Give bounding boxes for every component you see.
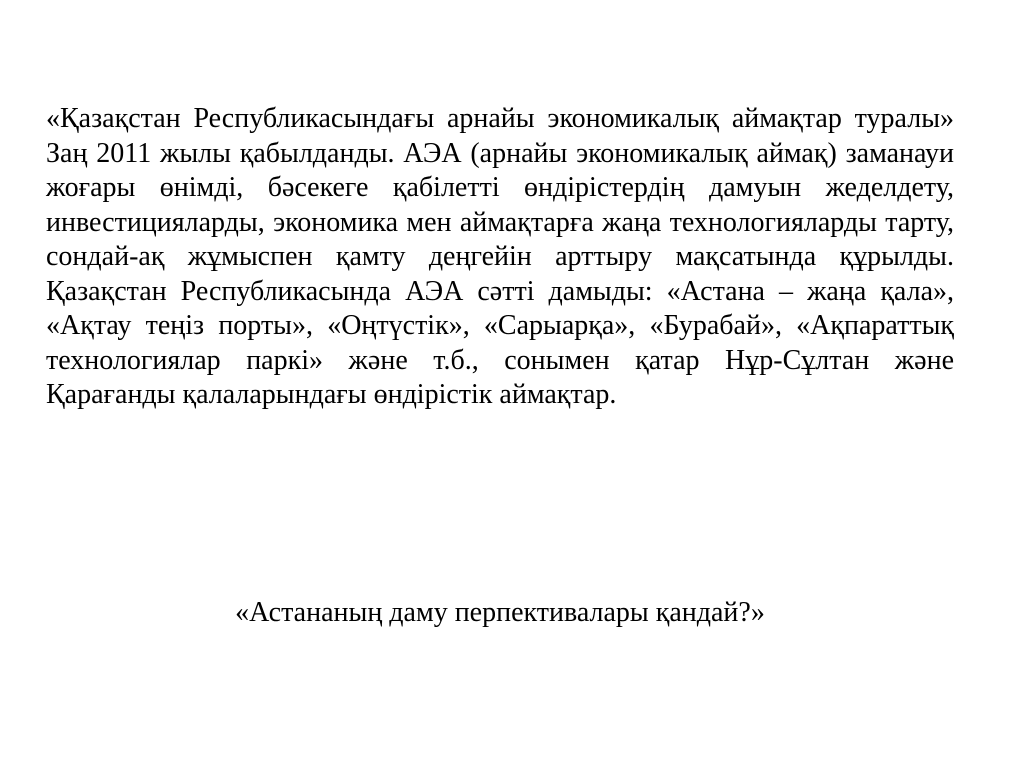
body-paragraph: «Қазақстан Республикасындағы арнайы экономикалық аймақтар туралы» Заң 2011 жылы қабылданды. АЭА (арнайы экономикалық аймақ) заманауи жоғары өнімді, бәсекеге қабілетті өндірістердің дамуын жеделдету, инвестицияларды, экономика мен аймақтарға жаңа технологияларды тарту, сондай-ақ жұмыспен қамту деңгейін арттыру мақсатында құрылды. Қазақстан Республикасында АЭА сәтті дамыды: «Астана – жаңа қала», «Ақтау теңіз порты», «Оңтүстік», «Сарыарқа», «Бурабай», «Ақпараттық технологиялар паркі» және т.б., сонымен қатар Нұр-Сұлтан және Қарағанды қалаларындағы өндірістік аймақтар. bbox=[46, 103, 954, 410]
question-text: «Астананың даму перпективалары қандай?» bbox=[235, 597, 765, 628]
